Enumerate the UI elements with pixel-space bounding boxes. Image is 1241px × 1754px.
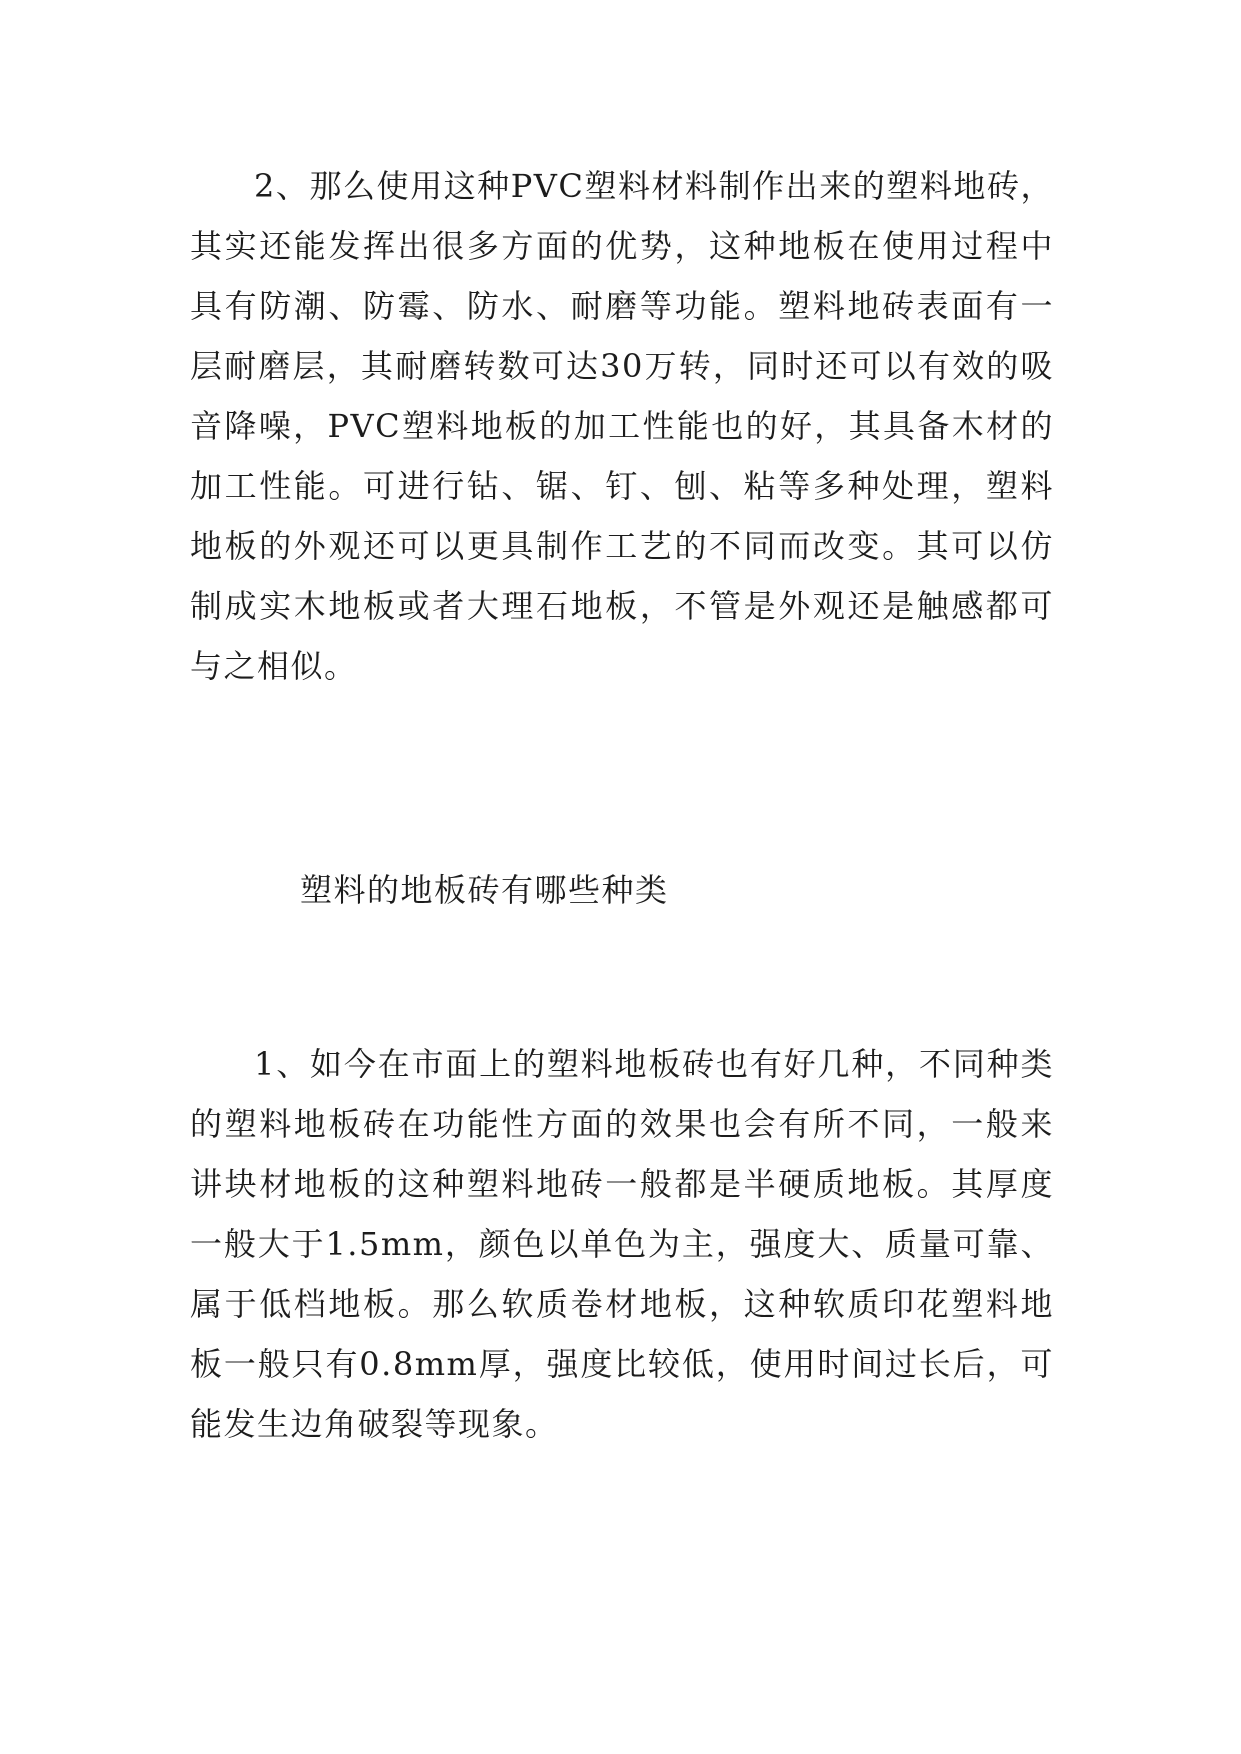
section-heading: 塑料的地板砖有哪些种类 — [300, 871, 669, 909]
paragraph-advantages: 2、那么使用这种PVC塑料材料制作出来的塑料地砖，其实还能发挥出很多方面的优势，这种地板在使用过程中具有防潮、防霉、防水、耐磨等功能。塑料地砖表面有一层耐磨层，其耐磨转数可达30万转，同时还可以有效的吸音降噪，PVC塑料地板的加工性能也的好，其具备木材的加工性能。可进行钻、锯、钉、刨、粘等多种处理，塑料地板的外观还可以更具制作工艺的不同而改变。其可以仿制成实木地板或者大理石地板，不管是外观还是触感都可与之相似。 — [190, 167, 1054, 685]
paragraph-types: 1、如今在市面上的塑料地板砖也有好几种，不同种类的塑料地板砖在功能性方面的效果也会有所不同，一般来讲块材地板的这种塑料地砖一般都是半硬质地板。其厚度一般大于1.5mm，颜色以单色为主，强度大、质量可靠、属于低档地板。那么软质卷材地板，这种软质印花塑料地板一般只有0.8mm厚，强度比较低，使用时间过长后，可能发生边角破裂等现象。 — [190, 1045, 1054, 1443]
